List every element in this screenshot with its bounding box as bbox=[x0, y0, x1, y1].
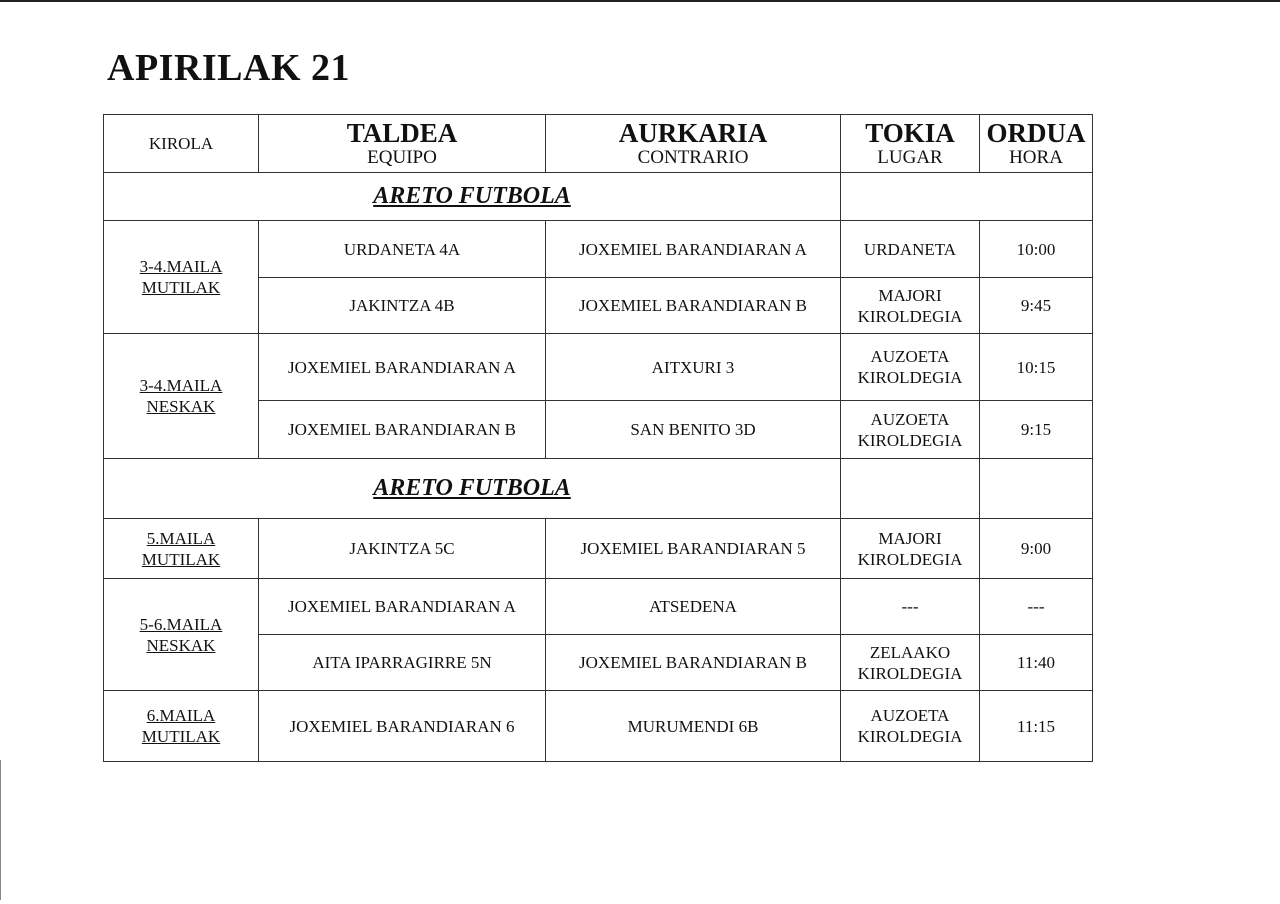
category-level: 5.MAILA bbox=[146, 528, 216, 548]
section-empty-cell bbox=[980, 459, 1093, 519]
tokia-line1: AUZOETA bbox=[870, 409, 950, 429]
tokia-cell bbox=[841, 635, 980, 691]
category-cell bbox=[104, 519, 259, 579]
tokia-cell bbox=[841, 519, 980, 579]
scan-top-edge bbox=[0, 0, 1280, 2]
section-title-cell bbox=[104, 459, 841, 519]
aurkaria-cell: JOXEMIEL BARANDIARAN B bbox=[546, 278, 841, 334]
category-cell bbox=[104, 334, 259, 459]
aurkaria-cell: ATSEDENA bbox=[546, 579, 841, 635]
tokia-cell bbox=[841, 221, 980, 278]
taldea-cell: JOXEMIEL BARANDIARAN A bbox=[259, 334, 546, 401]
aurkaria-cell: JOXEMIEL BARANDIARAN B bbox=[546, 635, 841, 691]
page-title: APIRILAK 21 bbox=[107, 47, 351, 89]
taldea-cell: JOXEMIEL BARANDIARAN A bbox=[259, 579, 546, 635]
section-empty-cell bbox=[841, 173, 1093, 221]
tokia-line1: MAJORI bbox=[878, 285, 942, 305]
table-row bbox=[104, 334, 1093, 401]
tokia-cell bbox=[841, 579, 980, 635]
tokia-cell bbox=[841, 334, 980, 401]
tokia-line1: AUZOETA bbox=[870, 706, 950, 725]
tokia-line2: KIROLDEGIA bbox=[857, 663, 963, 683]
taldea-cell: JAKINTZA 4B bbox=[259, 278, 546, 334]
category-gender: MUTILAK bbox=[141, 278, 221, 297]
header-taldea bbox=[259, 115, 546, 173]
ordua-cell: 11:40 bbox=[980, 635, 1093, 691]
section-row bbox=[104, 173, 1093, 221]
tokia-cell bbox=[841, 401, 980, 459]
category-gender: MUTILAK bbox=[141, 549, 221, 569]
aurkaria-cell: JOXEMIEL BARANDIARAN A bbox=[546, 221, 841, 278]
category-level: 6.MAILA bbox=[146, 706, 216, 725]
header-ordua bbox=[980, 115, 1093, 173]
tokia-line2: KIROLDEGIA bbox=[857, 430, 963, 450]
ordua-cell: 10:15 bbox=[980, 334, 1093, 401]
ordua-cell: 10:00 bbox=[980, 221, 1093, 278]
aurkaria-cell: JOXEMIEL BARANDIARAN 5 bbox=[546, 519, 841, 579]
header-tokia bbox=[841, 115, 980, 173]
header-aurkaria bbox=[546, 115, 841, 173]
ordua-cell: 9:00 bbox=[980, 519, 1093, 579]
tokia-cell bbox=[841, 278, 980, 334]
header-ordua-label: ORDUA bbox=[986, 117, 1086, 148]
section-row bbox=[104, 459, 1093, 519]
table-row bbox=[104, 221, 1093, 278]
tokia-line1: URDANETA bbox=[863, 239, 957, 259]
section-empty-cell bbox=[841, 459, 980, 519]
tokia-line1: --- bbox=[901, 597, 919, 616]
tokia-line1: AUZOETA bbox=[870, 347, 950, 366]
header-row bbox=[104, 115, 1093, 173]
category-gender: NESKAK bbox=[146, 635, 216, 655]
ordua-cell: 11:15 bbox=[980, 691, 1093, 762]
header-tokia-label: TOKIA bbox=[865, 117, 955, 148]
schedule-table bbox=[103, 114, 1093, 762]
category-gender: NESKAK bbox=[146, 397, 216, 416]
aurkaria-cell: MURUMENDI 6B bbox=[546, 691, 841, 762]
header-lugar-label: LUGAR bbox=[877, 146, 943, 168]
header-hora-label: HORA bbox=[1009, 146, 1063, 168]
header-kirola: KIROLA bbox=[104, 115, 259, 173]
tokia-line2: KIROLDEGIA bbox=[857, 727, 963, 746]
section-title: ARETO FUTBOLA bbox=[373, 182, 571, 209]
category-cell bbox=[104, 579, 259, 691]
ordua-cell: 9:45 bbox=[980, 278, 1093, 334]
scan-left-edge bbox=[0, 760, 1, 900]
tokia-line2: KIROLDEGIA bbox=[857, 306, 963, 326]
section-title-cell bbox=[104, 173, 841, 221]
taldea-cell: JOXEMIEL BARANDIARAN B bbox=[259, 401, 546, 459]
taldea-cell: JAKINTZA 5C bbox=[259, 519, 546, 579]
table-row bbox=[104, 519, 1093, 579]
taldea-cell: JOXEMIEL BARANDIARAN 6 bbox=[259, 691, 546, 762]
category-level: 3-4.MAILA bbox=[139, 376, 223, 395]
ordua-cell: 9:15 bbox=[980, 401, 1093, 459]
header-contrario-label: CONTRARIO bbox=[637, 146, 749, 168]
tokia-line2: KIROLDEGIA bbox=[857, 368, 963, 387]
section-title: ARETO FUTBOLA bbox=[373, 474, 571, 501]
aurkaria-cell: SAN BENITO 3D bbox=[546, 401, 841, 459]
tokia-line2: KIROLDEGIA bbox=[857, 549, 963, 569]
category-cell bbox=[104, 691, 259, 762]
header-aurkaria-label: AURKARIA bbox=[618, 117, 768, 148]
category-level: 3-4.MAILA bbox=[139, 257, 223, 276]
header-taldea-label: TALDEA bbox=[346, 117, 458, 148]
category-level: 5-6.MAILA bbox=[139, 614, 223, 634]
category-cell bbox=[104, 221, 259, 334]
ordua-cell: --- bbox=[980, 579, 1093, 635]
taldea-cell: AITA IPARRAGIRRE 5N bbox=[259, 635, 546, 691]
category-gender: MUTILAK bbox=[141, 727, 221, 746]
table-row bbox=[104, 691, 1093, 762]
table-row bbox=[104, 579, 1093, 635]
tokia-line1: MAJORI bbox=[878, 528, 942, 548]
tokia-line1: ZELAAKO bbox=[869, 642, 951, 662]
aurkaria-cell: AITXURI 3 bbox=[546, 334, 841, 401]
tokia-cell bbox=[841, 691, 980, 762]
taldea-cell: URDANETA 4A bbox=[259, 221, 546, 278]
header-equipo-label: EQUIPO bbox=[367, 146, 437, 168]
